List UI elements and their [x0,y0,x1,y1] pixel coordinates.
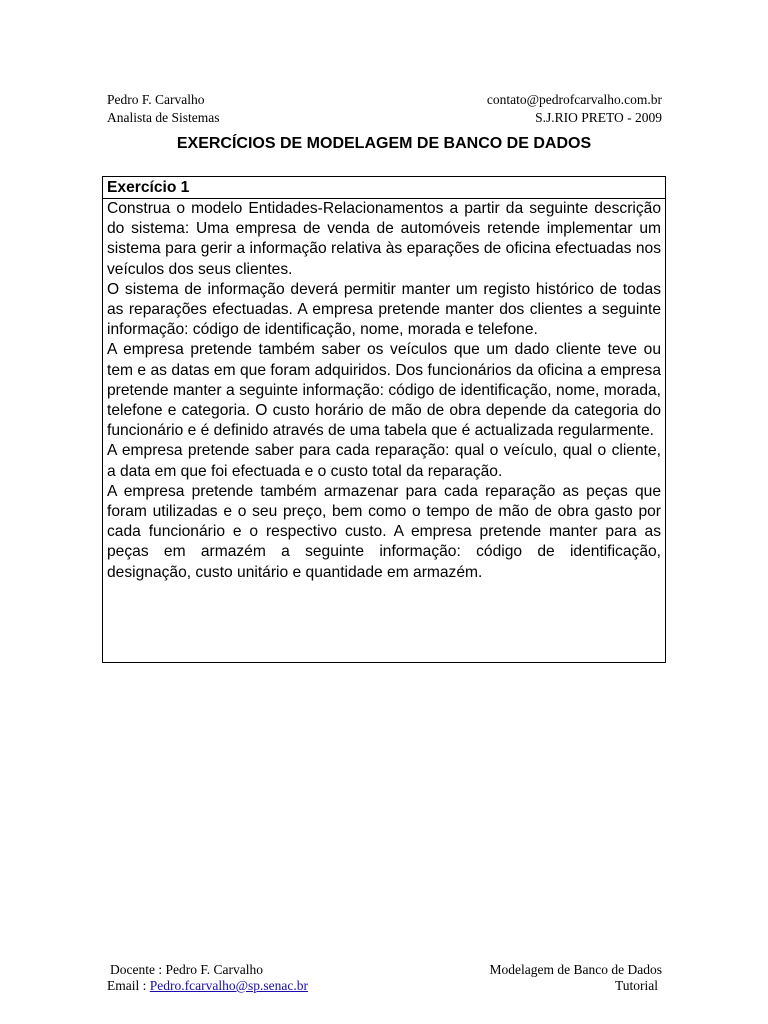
doc-type: Tutorial [614,978,658,993]
contact-email: contato@pedrofcarvalho.com.br [486,92,662,107]
footer-email [107,978,308,994]
teacher-label: Docente : Pedro F. Carvalho [110,962,264,977]
exercise-paragraph: Construa o modelo Entidades-Relacionamentos a partir da seguinte descrição do sistema: Uma empresa de venda de automóveis retende implementar um sistema para gerir a informação relativa às eparações de oficina efectuadas nos veículos dos seus clientes. [107,200,661,278]
course-name: Modelagem de Banco de Dados [489,962,662,977]
footer-row-1 [107,962,662,978]
author-role: Analista de Sistemas [107,110,220,125]
exercise-paragraph: O sistema de informação deverá permitir manter um registo histórico de todas as reparações efectuadas. A empresa pretende manter dos clientes a seguinte informação: código de identificação, nome, morada e telefone. [107,280,661,339]
header-row-1 [107,91,662,109]
exercise-heading: Exercício 1 [103,177,665,199]
exercise-paragraph: A empresa pretende saber para cada reparação: qual o veículo, qual o cliente, a data em que foi efectuada e o custo total da reparação. [107,442,661,480]
location-year: S.J.RIO PRETO - 2009 [535,110,662,125]
exercise-paragraph: A empresa pretende também armazenar para cada reparação as peças que foram utilizadas e o seu preço, bem como o tempo de mão de obra gasto por cada funcionário e o respectivo custo. A empresa pretende manter para as peças em armazém a seguinte informação: código de identificação, designação, custo unitário e quantidade em armazém. [107,482,661,581]
email-label: Email : [107,978,150,993]
author-name: Pedro F. Carvalho [107,92,205,107]
header-row-2 [107,109,662,127]
exercise-body [103,199,665,583]
exercise-box [102,176,666,663]
page-footer [107,962,662,994]
page-header [107,91,662,127]
footer-row-2 [107,978,662,994]
exercise-paragraph: A empresa pretende também saber os veículos que um dado cliente teve ou tem e as datas em que foram adquiridos. Dos funcionários da oficina a empresa pretende manter a seguinte informação: código de identificação, nome, morada, telefone e categoria. O custo horário de mão de obra depende da categoria do funcionário e é definido através de uma tabela que é actualizada regularmente. [107,341,661,440]
email-link[interactable]: Pedro.fcarvalho@sp.senac.br [149,978,308,993]
document-title: EXERCÍCIOS DE MODELAGEM DE BANCO DE DADOS [176,135,592,152]
